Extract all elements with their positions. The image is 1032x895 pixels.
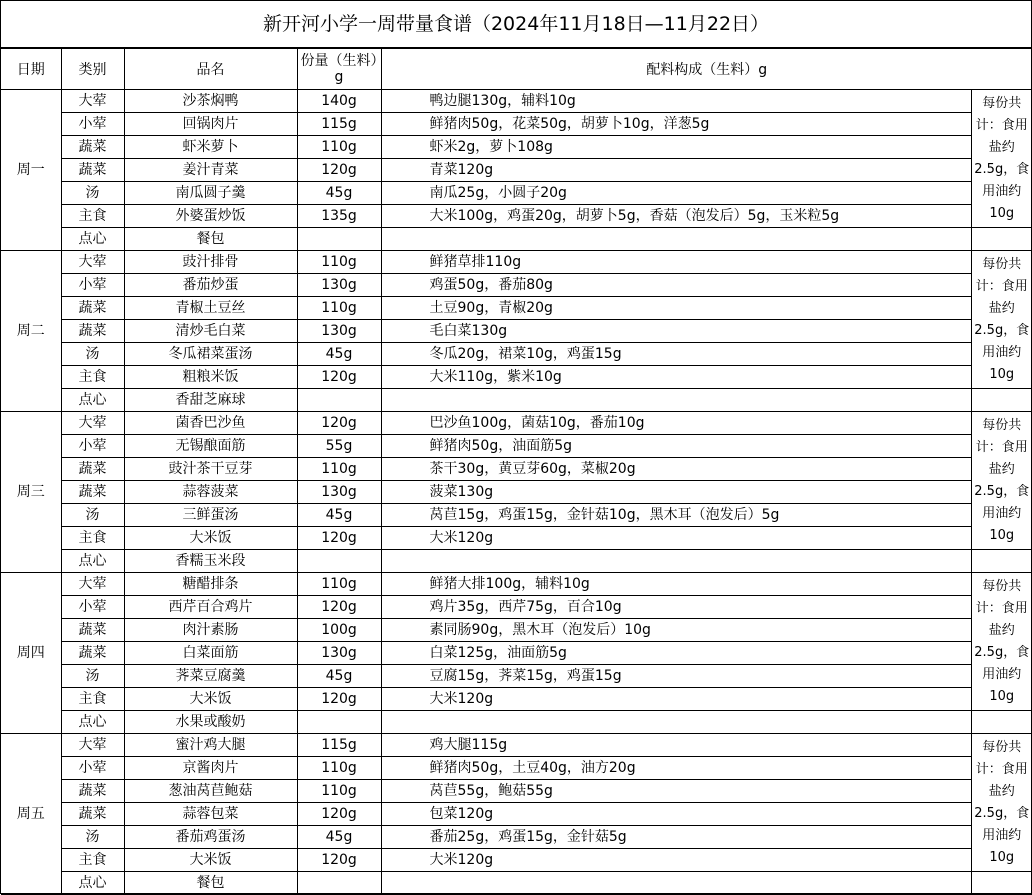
qty-cell: 115g: [297, 734, 381, 757]
dish-cell: 餐包: [124, 872, 297, 895]
dish-cell: 外婆蛋炒饭: [124, 205, 297, 228]
ingredients-cell: 鲜猪大排100g，辅料10g: [381, 573, 971, 596]
qty-cell: 120g: [297, 849, 381, 872]
qty-cell: 55g: [297, 435, 381, 458]
table-row: [1, 872, 1032, 895]
table-row: [1, 90, 1032, 113]
category-cell: 蔬菜: [61, 159, 124, 182]
qty-cell: 110g: [297, 297, 381, 320]
ingredients-cell: [381, 872, 971, 895]
table-row: [1, 527, 1032, 550]
category-cell: 主食: [61, 849, 124, 872]
qty-cell: 110g: [297, 136, 381, 159]
category-cell: 蔬菜: [61, 780, 124, 803]
qty-cell: 45g: [297, 826, 381, 849]
dish-cell: 糖醋排条: [124, 573, 297, 596]
dish-cell: 香糯玉米段: [124, 550, 297, 573]
ingredients-cell: 大米120g: [381, 849, 971, 872]
note-blank-cell: [971, 389, 1032, 412]
table-row: [1, 573, 1032, 596]
qty-cell: 135g: [297, 205, 381, 228]
category-cell: 蔬菜: [61, 642, 124, 665]
table-row: [1, 320, 1032, 343]
dish-cell: 南瓜圆子羹: [124, 182, 297, 205]
header-day: 日期: [1, 49, 61, 90]
category-cell: 点心: [61, 550, 124, 573]
dish-cell: 香甜芝麻球: [124, 389, 297, 412]
ingredients-cell: 冬瓜20g，裙菜10g，鸡蛋15g: [381, 343, 971, 366]
day-label: 周五: [1, 734, 61, 895]
dish-cell: 荠菜豆腐羹: [124, 665, 297, 688]
category-cell: 汤: [61, 826, 124, 849]
table-row: [1, 711, 1032, 734]
ingredients-cell: [381, 228, 971, 251]
qty-cell: 120g: [297, 159, 381, 182]
qty-cell: 45g: [297, 182, 381, 205]
qty-cell: [297, 711, 381, 734]
dish-cell: 清炒毛白菜: [124, 320, 297, 343]
category-cell: 汤: [61, 343, 124, 366]
table-row: [1, 136, 1032, 159]
qty-cell: 130g: [297, 274, 381, 297]
table-row: [1, 458, 1032, 481]
table-row: [1, 182, 1032, 205]
note-blank-cell: [971, 228, 1032, 251]
day-label: 周三: [1, 412, 61, 573]
page-title: 新开河小学一周带量食谱（2024年11月18日—11月22日）: [1, 1, 1031, 48]
table-row: [1, 297, 1032, 320]
ingredients-cell: 青菜120g: [381, 159, 971, 182]
dish-cell: 番茄炒蛋: [124, 274, 297, 297]
dish-cell: 蒜蓉菠菜: [124, 481, 297, 504]
category-cell: 大荤: [61, 90, 124, 113]
table-row: [1, 228, 1032, 251]
ingredients-cell: 莴苣55g，鲍菇55g: [381, 780, 971, 803]
ingredients-cell: 虾米2g，萝卜108g: [381, 136, 971, 159]
category-cell: 小荤: [61, 113, 124, 136]
table-row: [1, 412, 1032, 435]
qty-cell: [297, 550, 381, 573]
category-cell: 大荤: [61, 251, 124, 274]
category-cell: 大荤: [61, 412, 124, 435]
dish-cell: 沙茶焖鸭: [124, 90, 297, 113]
ingredients-cell: 莴苣15g，鸡蛋15g，金针菇10g，黑木耳（泡发后）5g: [381, 504, 971, 527]
nutrition-note: 每份共计：食用盐约2.5g，食用油约10g: [971, 734, 1032, 872]
dish-cell: 菌香巴沙鱼: [124, 412, 297, 435]
qty-cell: 100g: [297, 619, 381, 642]
qty-cell: 110g: [297, 251, 381, 274]
category-cell: 汤: [61, 182, 124, 205]
table-row: [1, 343, 1032, 366]
dish-cell: 白菜面筋: [124, 642, 297, 665]
category-cell: 点心: [61, 228, 124, 251]
day-label: 周二: [1, 251, 61, 412]
dish-cell: 蒜蓉包菜: [124, 803, 297, 826]
dish-cell: 三鲜蛋汤: [124, 504, 297, 527]
dish-cell: 回锅肉片: [124, 113, 297, 136]
dish-cell: 无锡酿面筋: [124, 435, 297, 458]
qty-cell: 115g: [297, 113, 381, 136]
dish-cell: 姜汁青菜: [124, 159, 297, 182]
qty-cell: 120g: [297, 527, 381, 550]
qty-cell: 45g: [297, 343, 381, 366]
table-row: [1, 481, 1032, 504]
category-cell: 点心: [61, 389, 124, 412]
header-row: [1, 49, 1032, 90]
category-cell: 小荤: [61, 435, 124, 458]
category-cell: 小荤: [61, 596, 124, 619]
category-cell: 汤: [61, 504, 124, 527]
dish-cell: 餐包: [124, 228, 297, 251]
note-blank-cell: [971, 872, 1032, 895]
qty-cell: 120g: [297, 412, 381, 435]
table-row: [1, 389, 1032, 412]
category-cell: 蔬菜: [61, 458, 124, 481]
qty-cell: 120g: [297, 596, 381, 619]
category-cell: 大荤: [61, 734, 124, 757]
table-row: [1, 205, 1032, 228]
ingredients-cell: 番茄25g，鸡蛋15g，金针菇5g: [381, 826, 971, 849]
ingredients-cell: 南瓜25g，小圆子20g: [381, 182, 971, 205]
menu-body: [1, 90, 1032, 895]
dish-cell: 豉汁排骨: [124, 251, 297, 274]
note-blank-cell: [971, 550, 1032, 573]
ingredients-cell: 菠菜130g: [381, 481, 971, 504]
category-cell: 蔬菜: [61, 297, 124, 320]
qty-cell: 130g: [297, 642, 381, 665]
ingredients-cell: 鸡大腿115g: [381, 734, 971, 757]
table-row: [1, 435, 1032, 458]
ingredients-cell: 巴沙鱼100g，菌菇10g，番茄10g: [381, 412, 971, 435]
table-row: [1, 251, 1032, 274]
qty-cell: 110g: [297, 458, 381, 481]
header-category: 类别: [61, 49, 124, 90]
dish-cell: 大米饭: [124, 688, 297, 711]
table-row: [1, 366, 1032, 389]
ingredients-cell: 鸡蛋50g，番茄80g: [381, 274, 971, 297]
table-row: [1, 780, 1032, 803]
category-cell: 蔬菜: [61, 803, 124, 826]
category-cell: 主食: [61, 688, 124, 711]
ingredients-cell: 毛白菜130g: [381, 320, 971, 343]
table-row: [1, 757, 1032, 780]
dish-cell: 肉汁素肠: [124, 619, 297, 642]
header-qty: 份量（生料）g: [297, 49, 381, 90]
ingredients-cell: 大米120g: [381, 527, 971, 550]
table-row: [1, 642, 1032, 665]
dish-cell: 番茄鸡蛋汤: [124, 826, 297, 849]
table-row: [1, 849, 1032, 872]
nutrition-note: 每份共计：食用盐约2.5g，食用油约10g: [971, 412, 1032, 550]
menu-table: [1, 48, 1032, 895]
qty-cell: 110g: [297, 757, 381, 780]
ingredients-cell: 鲜猪草排110g: [381, 251, 971, 274]
dish-cell: 大米饭: [124, 849, 297, 872]
category-cell: 主食: [61, 205, 124, 228]
table-row: [1, 619, 1032, 642]
table-row: [1, 826, 1032, 849]
qty-cell: 45g: [297, 665, 381, 688]
dish-cell: 虾米萝卜: [124, 136, 297, 159]
ingredients-cell: 大米100g，鸡蛋20g，胡萝卜5g，香菇（泡发后）5g，玉米粒5g: [381, 205, 971, 228]
ingredients-cell: 鸭边腿130g，辅料10g: [381, 90, 971, 113]
qty-cell: [297, 228, 381, 251]
ingredients-cell: 茶干30g，黄豆芽60g，菜椒20g: [381, 458, 971, 481]
dish-cell: 大米饭: [124, 527, 297, 550]
header-dish: 品名: [124, 49, 297, 90]
table-row: [1, 550, 1032, 573]
day-label: 周四: [1, 573, 61, 734]
ingredients-cell: 鲜猪肉50g，油面筋5g: [381, 435, 971, 458]
qty-cell: 120g: [297, 688, 381, 711]
qty-cell: 140g: [297, 90, 381, 113]
ingredients-cell: [381, 711, 971, 734]
ingredients-cell: 包菜120g: [381, 803, 971, 826]
dish-cell: 蜜汁鸡大腿: [124, 734, 297, 757]
category-cell: 蔬菜: [61, 619, 124, 642]
dish-cell: 西芹百合鸡片: [124, 596, 297, 619]
table-row: [1, 665, 1032, 688]
qty-cell: 110g: [297, 780, 381, 803]
nutrition-note: 每份共计：食用盐约2.5g，食用油约10g: [971, 573, 1032, 711]
table-row: [1, 734, 1032, 757]
category-cell: 蔬菜: [61, 481, 124, 504]
category-cell: 主食: [61, 366, 124, 389]
table-row: [1, 274, 1032, 297]
ingredients-cell: 土豆90g，青椒20g: [381, 297, 971, 320]
table-row: [1, 113, 1032, 136]
qty-cell: [297, 872, 381, 895]
ingredients-cell: 大米110g，紫米10g: [381, 366, 971, 389]
category-cell: 汤: [61, 665, 124, 688]
table-row: [1, 803, 1032, 826]
qty-cell: [297, 389, 381, 412]
note-blank-cell: [971, 711, 1032, 734]
qty-cell: 120g: [297, 366, 381, 389]
dish-cell: 粗粮米饭: [124, 366, 297, 389]
qty-cell: 120g: [297, 803, 381, 826]
table-row: [1, 596, 1032, 619]
ingredients-cell: 素同肠90g，黑木耳（泡发后）10g: [381, 619, 971, 642]
day-label: 周一: [1, 90, 61, 251]
category-cell: 主食: [61, 527, 124, 550]
header-ingredients: 配料构成（生料）g: [381, 49, 1032, 90]
dish-cell: 水果或酸奶: [124, 711, 297, 734]
dish-cell: 青椒土豆丝: [124, 297, 297, 320]
category-cell: 点心: [61, 711, 124, 734]
qty-cell: 130g: [297, 320, 381, 343]
table-row: [1, 504, 1032, 527]
dish-cell: 京酱肉片: [124, 757, 297, 780]
category-cell: 蔬菜: [61, 320, 124, 343]
ingredients-cell: [381, 389, 971, 412]
dish-cell: 葱油莴苣鲍菇: [124, 780, 297, 803]
category-cell: 蔬菜: [61, 136, 124, 159]
category-cell: 小荤: [61, 757, 124, 780]
ingredients-cell: 鲜猪肉50g，花菜50g，胡萝卜10g，洋葱5g: [381, 113, 971, 136]
ingredients-cell: 大米120g: [381, 688, 971, 711]
qty-cell: 110g: [297, 573, 381, 596]
nutrition-note: 每份共计：食用盐约2.5g，食用油约10g: [971, 251, 1032, 389]
category-cell: 小荤: [61, 274, 124, 297]
nutrition-note: 每份共计：食用盐约2.5g，食用油约10g: [971, 90, 1032, 228]
ingredients-cell: 鸡片35g，西芹75g，百合10g: [381, 596, 971, 619]
dish-cell: 豉汁茶干豆芽: [124, 458, 297, 481]
qty-cell: 45g: [297, 504, 381, 527]
ingredients-cell: [381, 550, 971, 573]
ingredients-cell: 豆腐15g，荠菜15g，鸡蛋15g: [381, 665, 971, 688]
ingredients-cell: 白菜125g，油面筋5g: [381, 642, 971, 665]
qty-cell: 130g: [297, 481, 381, 504]
category-cell: 大荤: [61, 573, 124, 596]
ingredients-cell: 鲜猪肉50g，土豆40g，油方20g: [381, 757, 971, 780]
dish-cell: 冬瓜裙菜蛋汤: [124, 343, 297, 366]
table-row: [1, 159, 1032, 182]
table-row: [1, 688, 1032, 711]
category-cell: 点心: [61, 872, 124, 895]
